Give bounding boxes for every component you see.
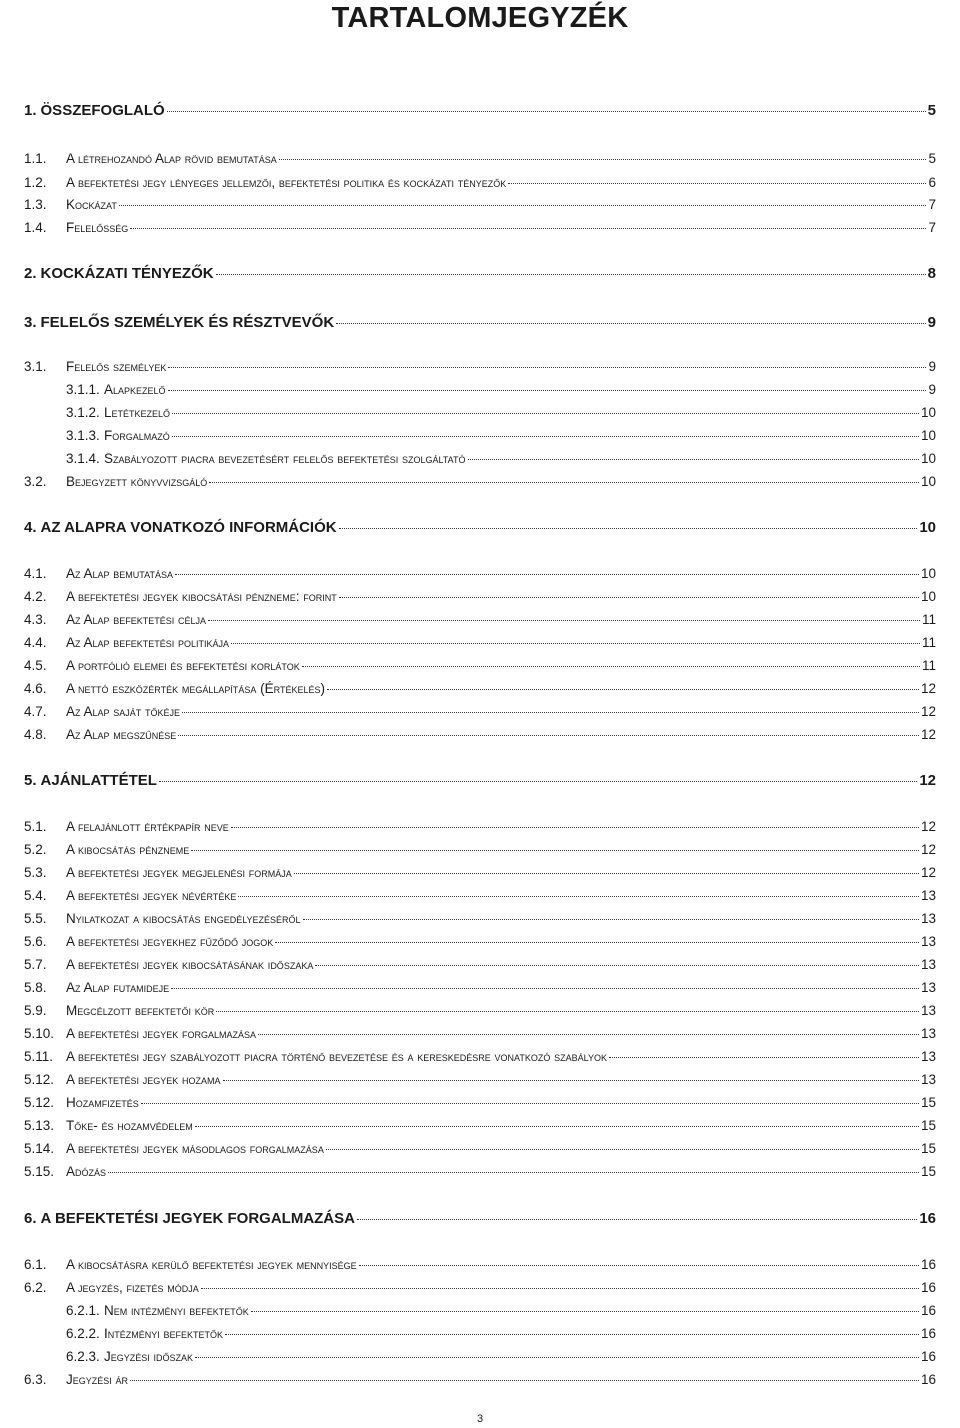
toc-page-number: 12	[920, 842, 936, 857]
toc-dot-leader	[201, 1288, 919, 1289]
toc-page-number: 16	[920, 1280, 936, 1295]
toc-dot-leader	[258, 1034, 919, 1035]
toc-label: Szabályozott piacra bevezetésért felelős befektetési szolgáltató	[104, 451, 466, 466]
toc-number: 5.	[24, 772, 37, 789]
toc-entry[interactable]	[24, 519, 936, 536]
toc-label: A nettó eszközérték megállapítása (Értékelés)	[66, 681, 325, 696]
toc-entry[interactable]	[24, 1257, 936, 1272]
toc-number: 1.	[24, 102, 37, 119]
toc-entry[interactable]	[66, 1349, 936, 1364]
toc-dot-leader	[468, 459, 919, 460]
toc-dot-leader	[216, 274, 926, 275]
toc-number: 5.15.	[24, 1164, 55, 1179]
toc-number: 1.4.	[24, 220, 47, 235]
toc-dot-leader	[303, 919, 919, 920]
toc-page-number: 12	[920, 704, 936, 719]
toc-number: 5.1.	[24, 819, 47, 834]
toc-page-number: 13	[920, 1049, 936, 1064]
toc-dot-leader	[339, 528, 918, 529]
toc-page-number: 10	[920, 405, 936, 420]
toc-dot-leader	[178, 735, 919, 736]
toc-dot-leader	[209, 482, 919, 483]
toc-page-number: 5	[928, 151, 936, 166]
toc-entry[interactable]	[24, 772, 936, 789]
toc-entry[interactable]	[24, 151, 936, 166]
toc-entry[interactable]	[24, 589, 936, 604]
toc-dot-leader	[182, 712, 919, 713]
toc-dot-leader	[130, 1380, 919, 1381]
toc-page-number: 16	[920, 1372, 936, 1387]
toc-page-number: 10	[920, 589, 936, 604]
toc-page-number: 7	[928, 220, 936, 235]
toc-number: 4.3.	[24, 612, 47, 627]
toc-entry[interactable]	[24, 1164, 936, 1179]
toc-page-number: 9	[928, 359, 936, 374]
toc-label: Kockázat	[66, 197, 117, 212]
toc-entry[interactable]	[66, 382, 936, 397]
toc-number: 3.2.	[24, 474, 47, 489]
toc-label: Felelős személyek	[66, 359, 167, 374]
toc-entry[interactable]	[24, 704, 936, 719]
toc-label: Forgalmazó	[104, 428, 170, 443]
toc-entry[interactable]	[24, 1026, 936, 1041]
toc-label: Bejegyzett könyvvizsgáló	[66, 474, 208, 489]
toc-dot-leader	[172, 436, 919, 437]
toc-label: A kibocsátásra kerülő befektetési jegyek mennyisége	[66, 1257, 357, 1272]
toc-entry[interactable]	[66, 1326, 936, 1341]
toc-label: Nem intézményi befektetők	[104, 1303, 249, 1318]
toc-label: Megcélzott befektetői kör	[66, 1003, 215, 1018]
toc-number: 1.1.	[24, 151, 47, 166]
toc-entry[interactable]	[66, 405, 936, 420]
toc-page-number: 13	[920, 1072, 936, 1087]
toc-number: 5.6.	[24, 934, 47, 949]
toc-entry[interactable]	[24, 635, 936, 650]
toc-number: 5.11.	[24, 1049, 54, 1064]
toc-entry[interactable]	[24, 612, 936, 627]
toc-page-number: 12	[920, 681, 936, 696]
toc-dot-leader	[167, 111, 926, 112]
toc-page-number: 12	[920, 819, 936, 834]
toc-dot-leader	[275, 942, 919, 943]
toc-label: A felajánlott értékpapír neve	[66, 819, 229, 834]
toc-number: 5.13.	[24, 1118, 55, 1133]
toc-label: A jegyzés, fizetés módja	[66, 1280, 199, 1295]
toc-number: 4.8.	[24, 727, 47, 742]
toc-entry[interactable]	[24, 102, 936, 119]
toc-number: 2.	[24, 265, 37, 282]
toc-dot-leader	[208, 620, 920, 621]
toc-page-number: 10	[919, 519, 936, 536]
toc-page-number: 8	[927, 265, 936, 282]
toc-label: ÖSSZEFOGLALÓ	[40, 102, 165, 119]
toc-page-number: 15	[920, 1141, 936, 1156]
toc-page-number: 7	[928, 197, 936, 212]
toc-label: A befektetési jegyekhez fűződő jogok	[66, 934, 274, 949]
toc-number: 4.2.	[24, 589, 47, 604]
toc-number: 4.6.	[24, 681, 47, 696]
toc-dot-leader	[172, 413, 919, 414]
toc-entry[interactable]	[24, 1049, 936, 1064]
toc-dot-leader	[231, 827, 919, 828]
toc-entry[interactable]	[24, 911, 936, 926]
toc-dot-leader	[238, 896, 919, 897]
toc-number: 5.5.	[24, 911, 47, 926]
toc-dot-leader	[191, 850, 919, 851]
toc-number: 4.1.	[24, 566, 47, 581]
toc-page-number: 11	[921, 612, 936, 627]
toc-dot-leader	[326, 1149, 919, 1150]
toc-entry[interactable]	[24, 1072, 936, 1087]
toc-label: Az Alap saját tőkéje	[66, 704, 181, 719]
toc-dot-leader	[357, 1219, 917, 1220]
toc-page-number: 10	[920, 566, 936, 581]
toc-dot-leader	[130, 228, 926, 229]
toc-number: 3.1.	[24, 359, 47, 374]
toc-entry[interactable]	[24, 314, 936, 331]
toc-label: Adózás	[66, 1164, 107, 1179]
toc-number: 3.1.1.	[66, 382, 100, 397]
toc-number: 6.1.	[24, 1257, 47, 1272]
toc-dot-leader	[168, 390, 927, 391]
toc-entry[interactable]	[66, 1303, 936, 1318]
toc-entry[interactable]	[24, 1141, 936, 1156]
toc-label: Nyilatkozat a kibocsátás engedélyezéséről	[66, 911, 301, 926]
toc-page-number: 15	[920, 1118, 936, 1133]
toc-number: 5.9.	[24, 1003, 47, 1018]
toc-label: A befektetési jegyek másodlagos forgalmazása	[66, 1141, 324, 1156]
toc-label: Az Alap befektetési célja	[66, 612, 207, 627]
toc-entry[interactable]	[24, 566, 936, 581]
toc-page-number: 13	[920, 957, 936, 972]
toc-number: 6.2.3.	[66, 1349, 100, 1364]
toc-label: Hozamfizetés	[66, 1095, 139, 1110]
toc-page-number: 6	[928, 175, 936, 190]
toc-page-number: 9	[927, 314, 936, 331]
toc-number: 6.2.2.	[66, 1326, 100, 1341]
toc-number: 6.3.	[24, 1372, 47, 1387]
toc-entry[interactable]	[24, 957, 936, 972]
toc-dot-leader	[141, 1103, 919, 1104]
toc-page-number: 10	[920, 428, 936, 443]
toc-dot-leader	[302, 666, 920, 667]
toc-label: A befektetési jegyek névértéke	[66, 888, 237, 903]
toc-number: 6.2.1.	[66, 1303, 100, 1318]
toc-dot-leader	[223, 1080, 919, 1081]
toc-page-number: 16	[919, 1210, 936, 1227]
toc-number: 3.1.3.	[66, 428, 100, 443]
toc-label: Felelősség	[66, 220, 129, 235]
toc-page-number: 11	[921, 658, 936, 673]
toc-page-number: 11	[921, 635, 936, 650]
toc-dot-leader	[168, 367, 926, 368]
toc-dot-leader	[159, 781, 917, 782]
toc-label: A kibocsátás pénzneme	[66, 842, 190, 857]
toc-number: 4.5.	[24, 658, 47, 673]
toc-page-number: 15	[920, 1164, 936, 1179]
toc-entry[interactable]	[24, 888, 936, 903]
toc-number: 5.10.	[24, 1026, 55, 1041]
toc-entry[interactable]	[24, 865, 936, 880]
toc-entry[interactable]	[24, 265, 936, 282]
toc-number: 5.2.	[24, 842, 47, 857]
toc-label: Intézményi befektetők	[104, 1326, 224, 1341]
toc-entry[interactable]	[24, 980, 936, 995]
toc-dot-leader	[195, 1126, 919, 1127]
toc-dot-leader	[359, 1265, 919, 1266]
toc-label: A befektetési jegyek kibocsátásának időszaka	[66, 957, 314, 972]
toc-label: A befektetési jegyek hozama	[66, 1072, 221, 1087]
toc-label: AJÁNLATTÉTEL	[40, 772, 157, 789]
toc-page-number: 13	[920, 888, 936, 903]
toc-label: Letétkezelő	[104, 405, 171, 420]
toc-entry[interactable]	[24, 1003, 936, 1018]
toc-number: 3.1.4.	[66, 451, 100, 466]
toc-page-number: 16	[920, 1303, 936, 1318]
toc-number: 5.12.	[24, 1095, 55, 1110]
toc-entry[interactable]	[24, 658, 936, 673]
toc-label: A portfólió elemei és befektetési korlátok	[66, 658, 300, 673]
toc-label: Jegyzési ár	[66, 1372, 129, 1387]
toc-page-number: 13	[920, 911, 936, 926]
toc-label: Tőke- és hozamvédelem	[66, 1118, 193, 1133]
page-number: 3	[476, 1413, 484, 1425]
toc-label: AZ ALAPRA VONATKOZÓ INFORMÁCIÓK	[40, 519, 337, 536]
toc-dot-leader	[251, 1311, 919, 1312]
toc-label: A befektetési jegy lényeges jellemzői, befektetési politika és kockázati tényezők	[66, 175, 507, 190]
toc-label: A befektetési jegy szabályozott piacra történő bevezetése és a kereskedésre vonatkozó szabályok	[66, 1049, 607, 1064]
toc-number: 4.	[24, 519, 37, 536]
toc-dot-leader	[225, 1334, 919, 1335]
toc-entry[interactable]	[24, 1210, 936, 1227]
toc-entry[interactable]	[24, 1280, 936, 1295]
toc-dot-leader	[119, 205, 927, 206]
toc-label: FELELŐS SZEMÉLYEK ÉS RÉSZTVEVŐK	[40, 314, 335, 331]
toc-entry[interactable]	[66, 428, 936, 443]
toc-page-number: 13	[920, 934, 936, 949]
toc-number: 6.2.	[24, 1280, 47, 1295]
toc-entry[interactable]	[24, 474, 936, 489]
toc-dot-leader	[609, 1057, 919, 1058]
toc-entry[interactable]	[24, 842, 936, 857]
toc-number: 5.7.	[24, 957, 47, 972]
toc-label: Az Alap futamideje	[66, 980, 170, 995]
toc-entry[interactable]	[24, 681, 936, 696]
toc-label: A befektetési jegyek megjelenési formája	[66, 865, 292, 880]
toc-number: 5.8.	[24, 980, 47, 995]
toc-label: A befektetési jegyek forgalmazása	[66, 1026, 257, 1041]
toc-dot-leader	[336, 323, 925, 324]
toc-number: 4.4.	[24, 635, 47, 650]
toc-entry[interactable]	[24, 1095, 936, 1110]
toc-dot-leader	[327, 689, 919, 690]
toc-dot-leader	[108, 1172, 919, 1173]
toc-label: Az Alap megszűnése	[66, 727, 177, 742]
toc-entry[interactable]	[24, 175, 936, 190]
toc-page-number: 13	[920, 980, 936, 995]
toc-entry[interactable]	[66, 451, 936, 466]
toc-number: 6.	[24, 1210, 37, 1227]
toc-label: Alapkezelő	[104, 382, 166, 397]
toc-page-number: 9	[928, 382, 936, 397]
toc-label: Az Alap befektetési politikája	[66, 635, 230, 650]
toc-page-number: 13	[920, 1003, 936, 1018]
toc-page-number: 16	[920, 1349, 936, 1364]
toc-entry[interactable]	[24, 197, 936, 212]
toc-number: 1.2.	[24, 175, 47, 190]
toc-page-number: 10	[920, 451, 936, 466]
toc-dot-leader	[175, 574, 919, 575]
toc-number: 5.14.	[24, 1141, 55, 1156]
toc-label: A BEFEKTETÉSI JEGYEK FORGALMAZÁSA	[40, 1210, 355, 1227]
toc-page-number: 12	[919, 772, 936, 789]
toc-number: 5.12.	[24, 1072, 55, 1087]
toc-label: A befektetési jegyek kibocsátási pénzneme: forint	[66, 589, 337, 604]
toc-number: 5.4.	[24, 888, 47, 903]
toc-page-number: 15	[920, 1095, 936, 1110]
toc-dot-leader	[339, 597, 919, 598]
toc-page-number: 13	[920, 1026, 936, 1041]
toc-entry[interactable]	[24, 1118, 936, 1133]
toc-entry[interactable]	[24, 1372, 936, 1387]
toc-page-number: 16	[920, 1257, 936, 1272]
toc-number: 5.3.	[24, 865, 47, 880]
toc-dot-leader	[231, 643, 920, 644]
toc-page-number: 10	[920, 474, 936, 489]
toc-label: Jegyzési időszak	[104, 1349, 194, 1364]
toc-number: 3.	[24, 314, 37, 331]
toc-entry[interactable]	[24, 727, 936, 742]
toc-page-number: 12	[920, 865, 936, 880]
toc-entry[interactable]	[24, 220, 936, 235]
toc-label: A létrehozandó Alap rövid bemutatása	[66, 151, 277, 166]
toc-label: Az Alap bemutatása	[66, 566, 173, 581]
toc-entry[interactable]	[24, 359, 936, 374]
toc-dot-leader	[508, 183, 926, 184]
toc-dot-leader	[171, 988, 919, 989]
toc-dot-leader	[279, 159, 927, 160]
toc-dot-leader	[195, 1357, 919, 1358]
toc-dot-leader	[315, 965, 919, 966]
toc-label: KOCKÁZATI TÉNYEZŐK	[40, 265, 214, 282]
toc-number: 3.1.2.	[66, 405, 100, 420]
page-title: TARTALOMJEGYZÉK	[331, 2, 629, 34]
toc-dot-leader	[216, 1011, 919, 1012]
toc-entry[interactable]	[24, 934, 936, 949]
toc-page-number: 12	[920, 727, 936, 742]
toc-page-number: 5	[927, 102, 936, 119]
toc-page-number: 16	[920, 1326, 936, 1341]
toc-number: 4.7.	[24, 704, 47, 719]
toc-dot-leader	[294, 873, 919, 874]
toc-number: 1.3.	[24, 197, 47, 212]
toc-entry[interactable]	[24, 819, 936, 834]
